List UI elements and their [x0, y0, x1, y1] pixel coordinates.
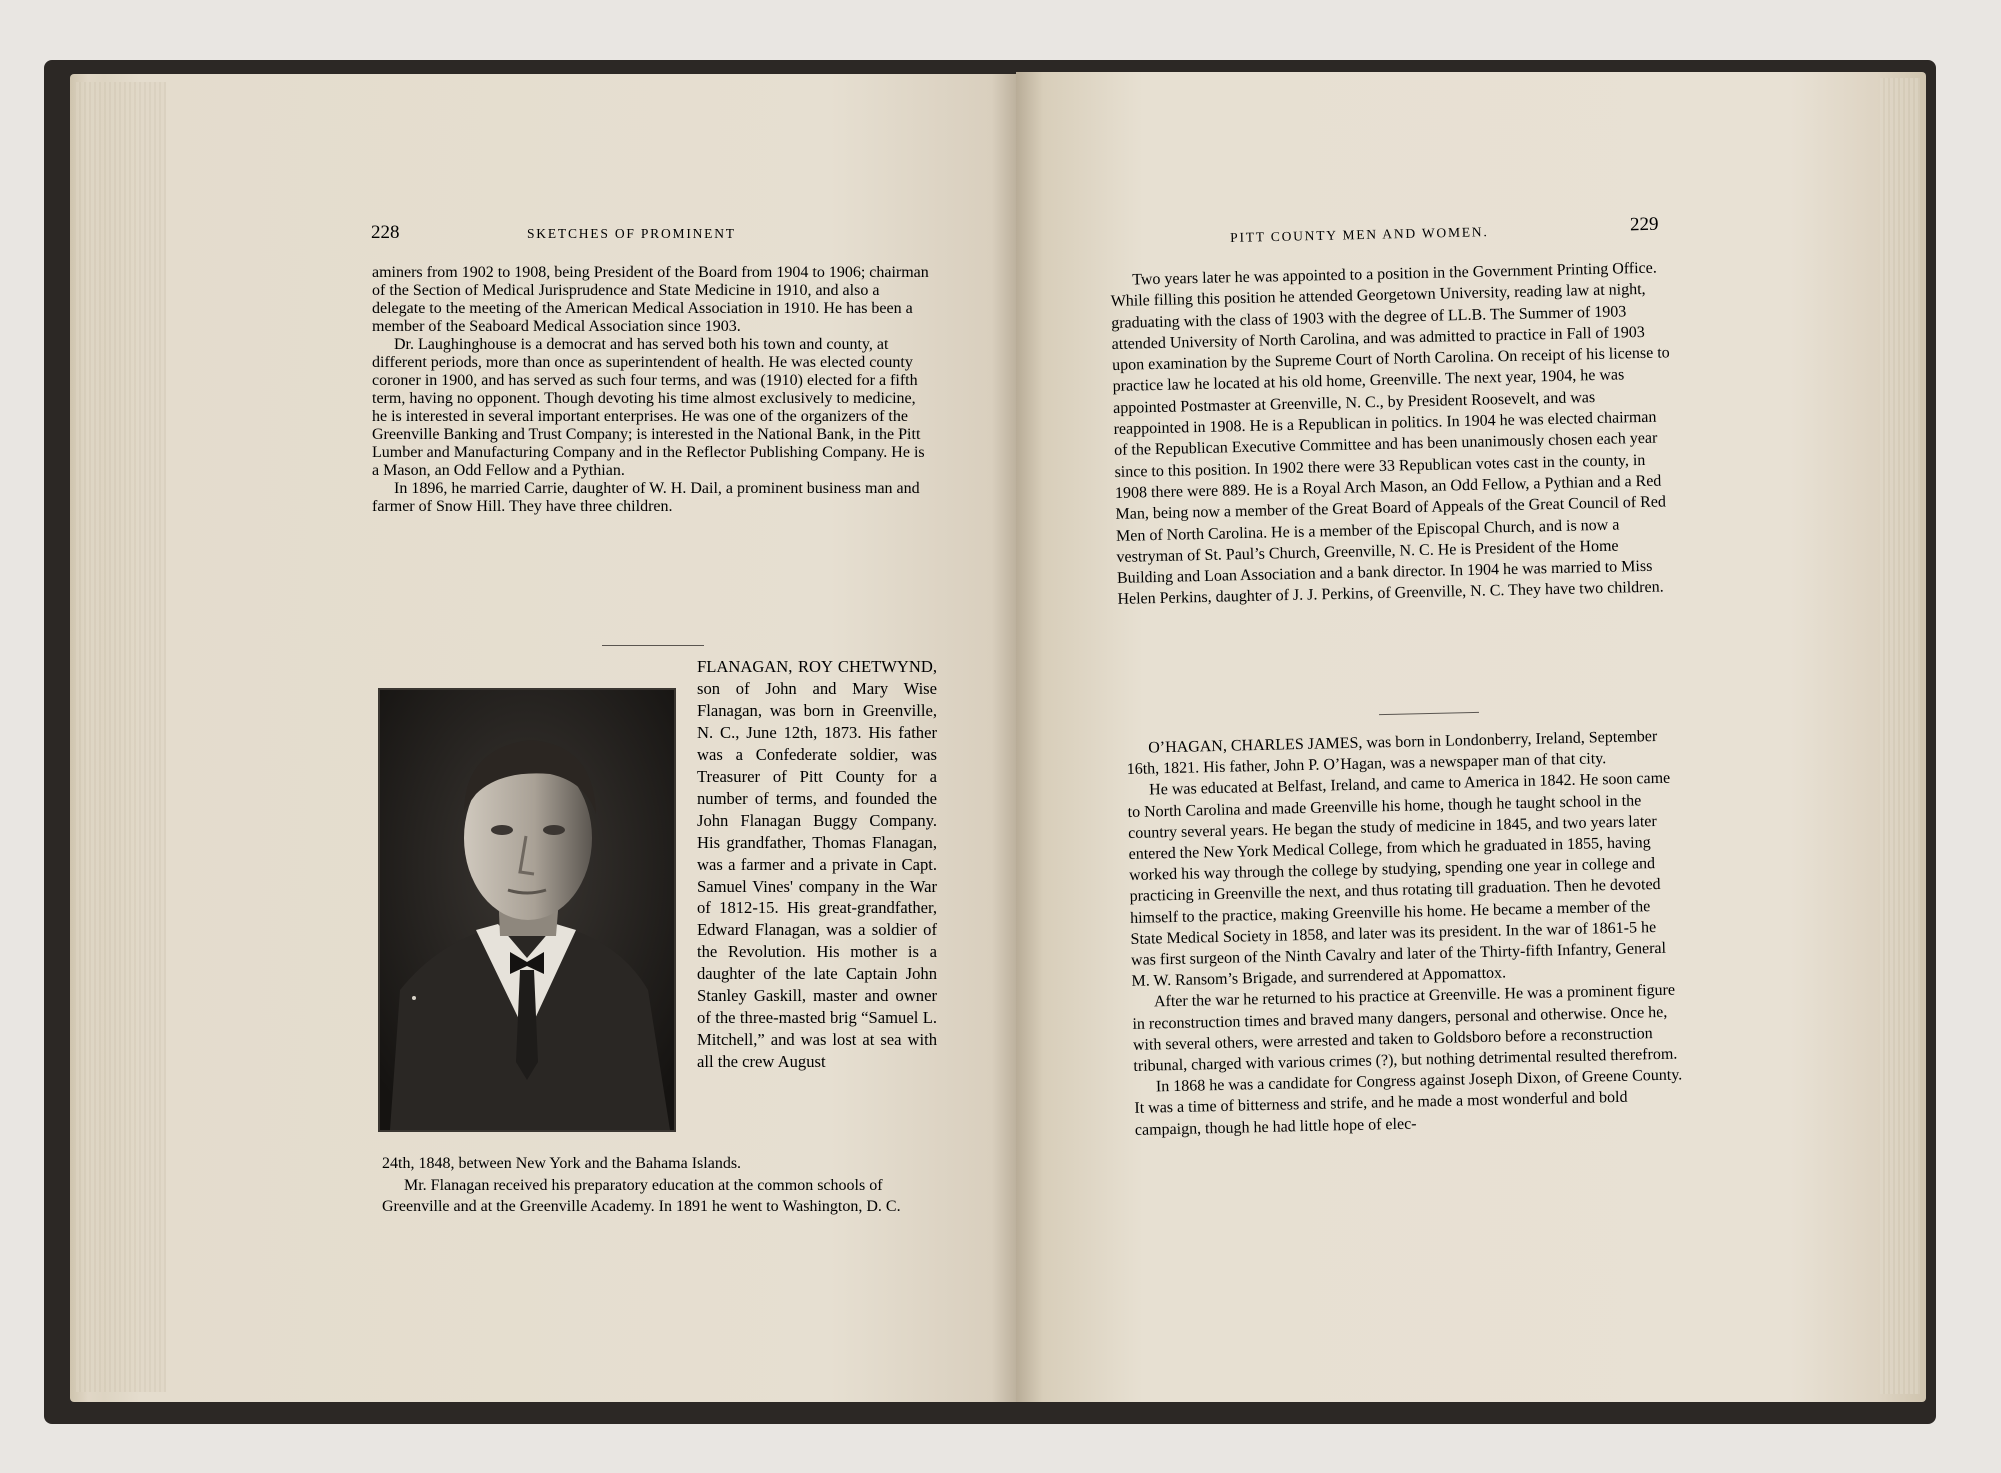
paragraph: aminers from 1902 to 1908, being President of the Board from 1904 to 1906; chairman of the Section of Medical Jurisprudence and State Medicine in 1910, and also a delegate to the meeting of the American Medical Association in 1910. He has been a member of the Seaboard Medical Association since 1903. [372, 264, 929, 335]
paragraph: Mr. Flanagan received his preparatory education at the common schools of Greenville and at the Greenville Academy. In 1891 he went to Washington, D. C. [382, 1176, 901, 1216]
right-running-head: PITT COUNTY MEN AND WOMEN. [1230, 224, 1489, 245]
right-top-text [1110, 257, 1678, 610]
paragraph: After the war he returned to his practice at Greenville. He was a prominent figure in reconstruction times and braved many dangers, personal and otherwise. Once he, with several others, were arrested and taken to Goldsboro before a reconstruction tribunal, charged with various crimes (?), but nothing detrimental resulted therefrom. [1132, 982, 1678, 1075]
portrait-photo [378, 688, 676, 1132]
left-running-head: SKETCHES OF PROMINENT [527, 226, 736, 241]
left-page-number: 228 [371, 222, 400, 243]
left-top-text [372, 264, 930, 516]
paragraph: He was educated at Belfast, Ireland, and came to America in 1842. He soon came to North Carolina and made Greenville his home, though he taught school in the country several years. He began the study of medicine in 1845, and two years later entered the New York Medical College, from which he graduated in 1855, having worked his way through the college by studying, spending one year in college and practicing in Greenville the next, and thus rotating till graduation. Then he devoted himself to the practice, making Greenville his home. He became a member of the State Medical Society in 1858, and later was its president. In the war of 1861-5 he was first surgeon of the Ninth Cavalry and later of the Thirty-fifth Infantry, General M. W. Ransom’s Brigade, and surrendered at Appomattox. [1127, 770, 1671, 991]
ohagan-text [1126, 726, 1685, 1141]
paragraph: Two years later he was appointed to a position in the Government Printing Office. While filling this position he attended Georgetown University, reading law at night, graduating with the class of 1903 with the degree of LL.B. The Summer of 1903 attended University of North Carolina, and was admitted to practice in Fall of 1903 upon examination by the Supreme Court of North Carolina. On receipt of his license to practice law he located at his old home, Greenville. The next year, 1904, he was appointed Postmaster at Greenville, N. C., by President Roosevelt, and was reappointed in 1908. He is a Republican in politics. In 1904 he was elected chairman of the Republican Executive Committee and has been unanimously chosen each year since to this position. In 1902 there were 33 Republican votes cast in the county, in 1908 there were 889. He is a Royal Arch Mason, an Odd Fellow, a Pythian and a Red Man, being now a member of the Great Board of Appeals of the Great Council of Red Men of North Carolina. He is a member of the Episcopal Church, and is now a vestryman of St. Paul’s Church, Greenville, N. C. He is President of the Home Building and Loan Association and a bank director. In 1904 he was married to Miss Helen Perkins, daughter of J. J. Perkins, of Greenville, N. C. They have two children. [1110, 259, 1670, 609]
paragraph-continued: 24th, 1848, between New York and the Bahama Islands. [382, 1155, 742, 1172]
paragraph: In 1896, he married Carrie, daughter of W. H. Dail, a prominent business man and farmer of Snow Hill. They have three children. [372, 480, 920, 515]
paragraph: O’HAGAN, CHARLES JAMES, was born in Londonberry, Ireland, September 16th, 1821. His father, John P. O’Hagan, was a newspaper man of that city. [1126, 727, 1658, 779]
flanagan-beside-photo: FLANAGAN, ROY CHETWYND, son of John and Mary Wise Flanagan, was born in Greenville, N. C., June 12th, 1873. His father was a Confederate soldier, was Treasurer of Pitt County for a number of terms, and founded the John Flanagan Buggy Company. His grandfather, Thomas Flanagan, was a farmer and a private in Capt. Samuel Vines' company in the War of 1812-15. His great-grandfather, Edward Flanagan, was a soldier of the Revolution. His mother is a daughter of the late Captain John Stanley Gaskill, master and owner of the three-masted brig “Samuel L. Mitchell,” and was lost at sea with all the crew August [697, 657, 937, 1072]
paragraph: In 1868 he was a candidate for Congress against Joseph Dixon, of Greene County. It was a time of bitterness and strife, and he made a most wonderful and bold campaign, though he had little hope of elec- [1134, 1066, 1683, 1139]
flanagan-below-photo [382, 1153, 940, 1218]
right-page-number: 229 [1629, 213, 1659, 236]
paragraph: Dr. Laughinghouse is a democrat and has served both his town and county, at different periods, more than once as superintendent of health. He was elected county coroner in 1900, and has served as such four terms, and was (1910) elected for a fifth term, having no opponent. Though devoting his time almost exclusively to medicine, he is interested in several important enterprises. He was one of the organizers of the Greenville Banking and Trust Company; is interested in the National Bank, in the Pitt Lumber and Manufacturing Company and in the Reflector Publishing Company. He is a Mason, an Odd Fellow and a Pythian. [372, 336, 925, 479]
section-divider [602, 645, 704, 646]
